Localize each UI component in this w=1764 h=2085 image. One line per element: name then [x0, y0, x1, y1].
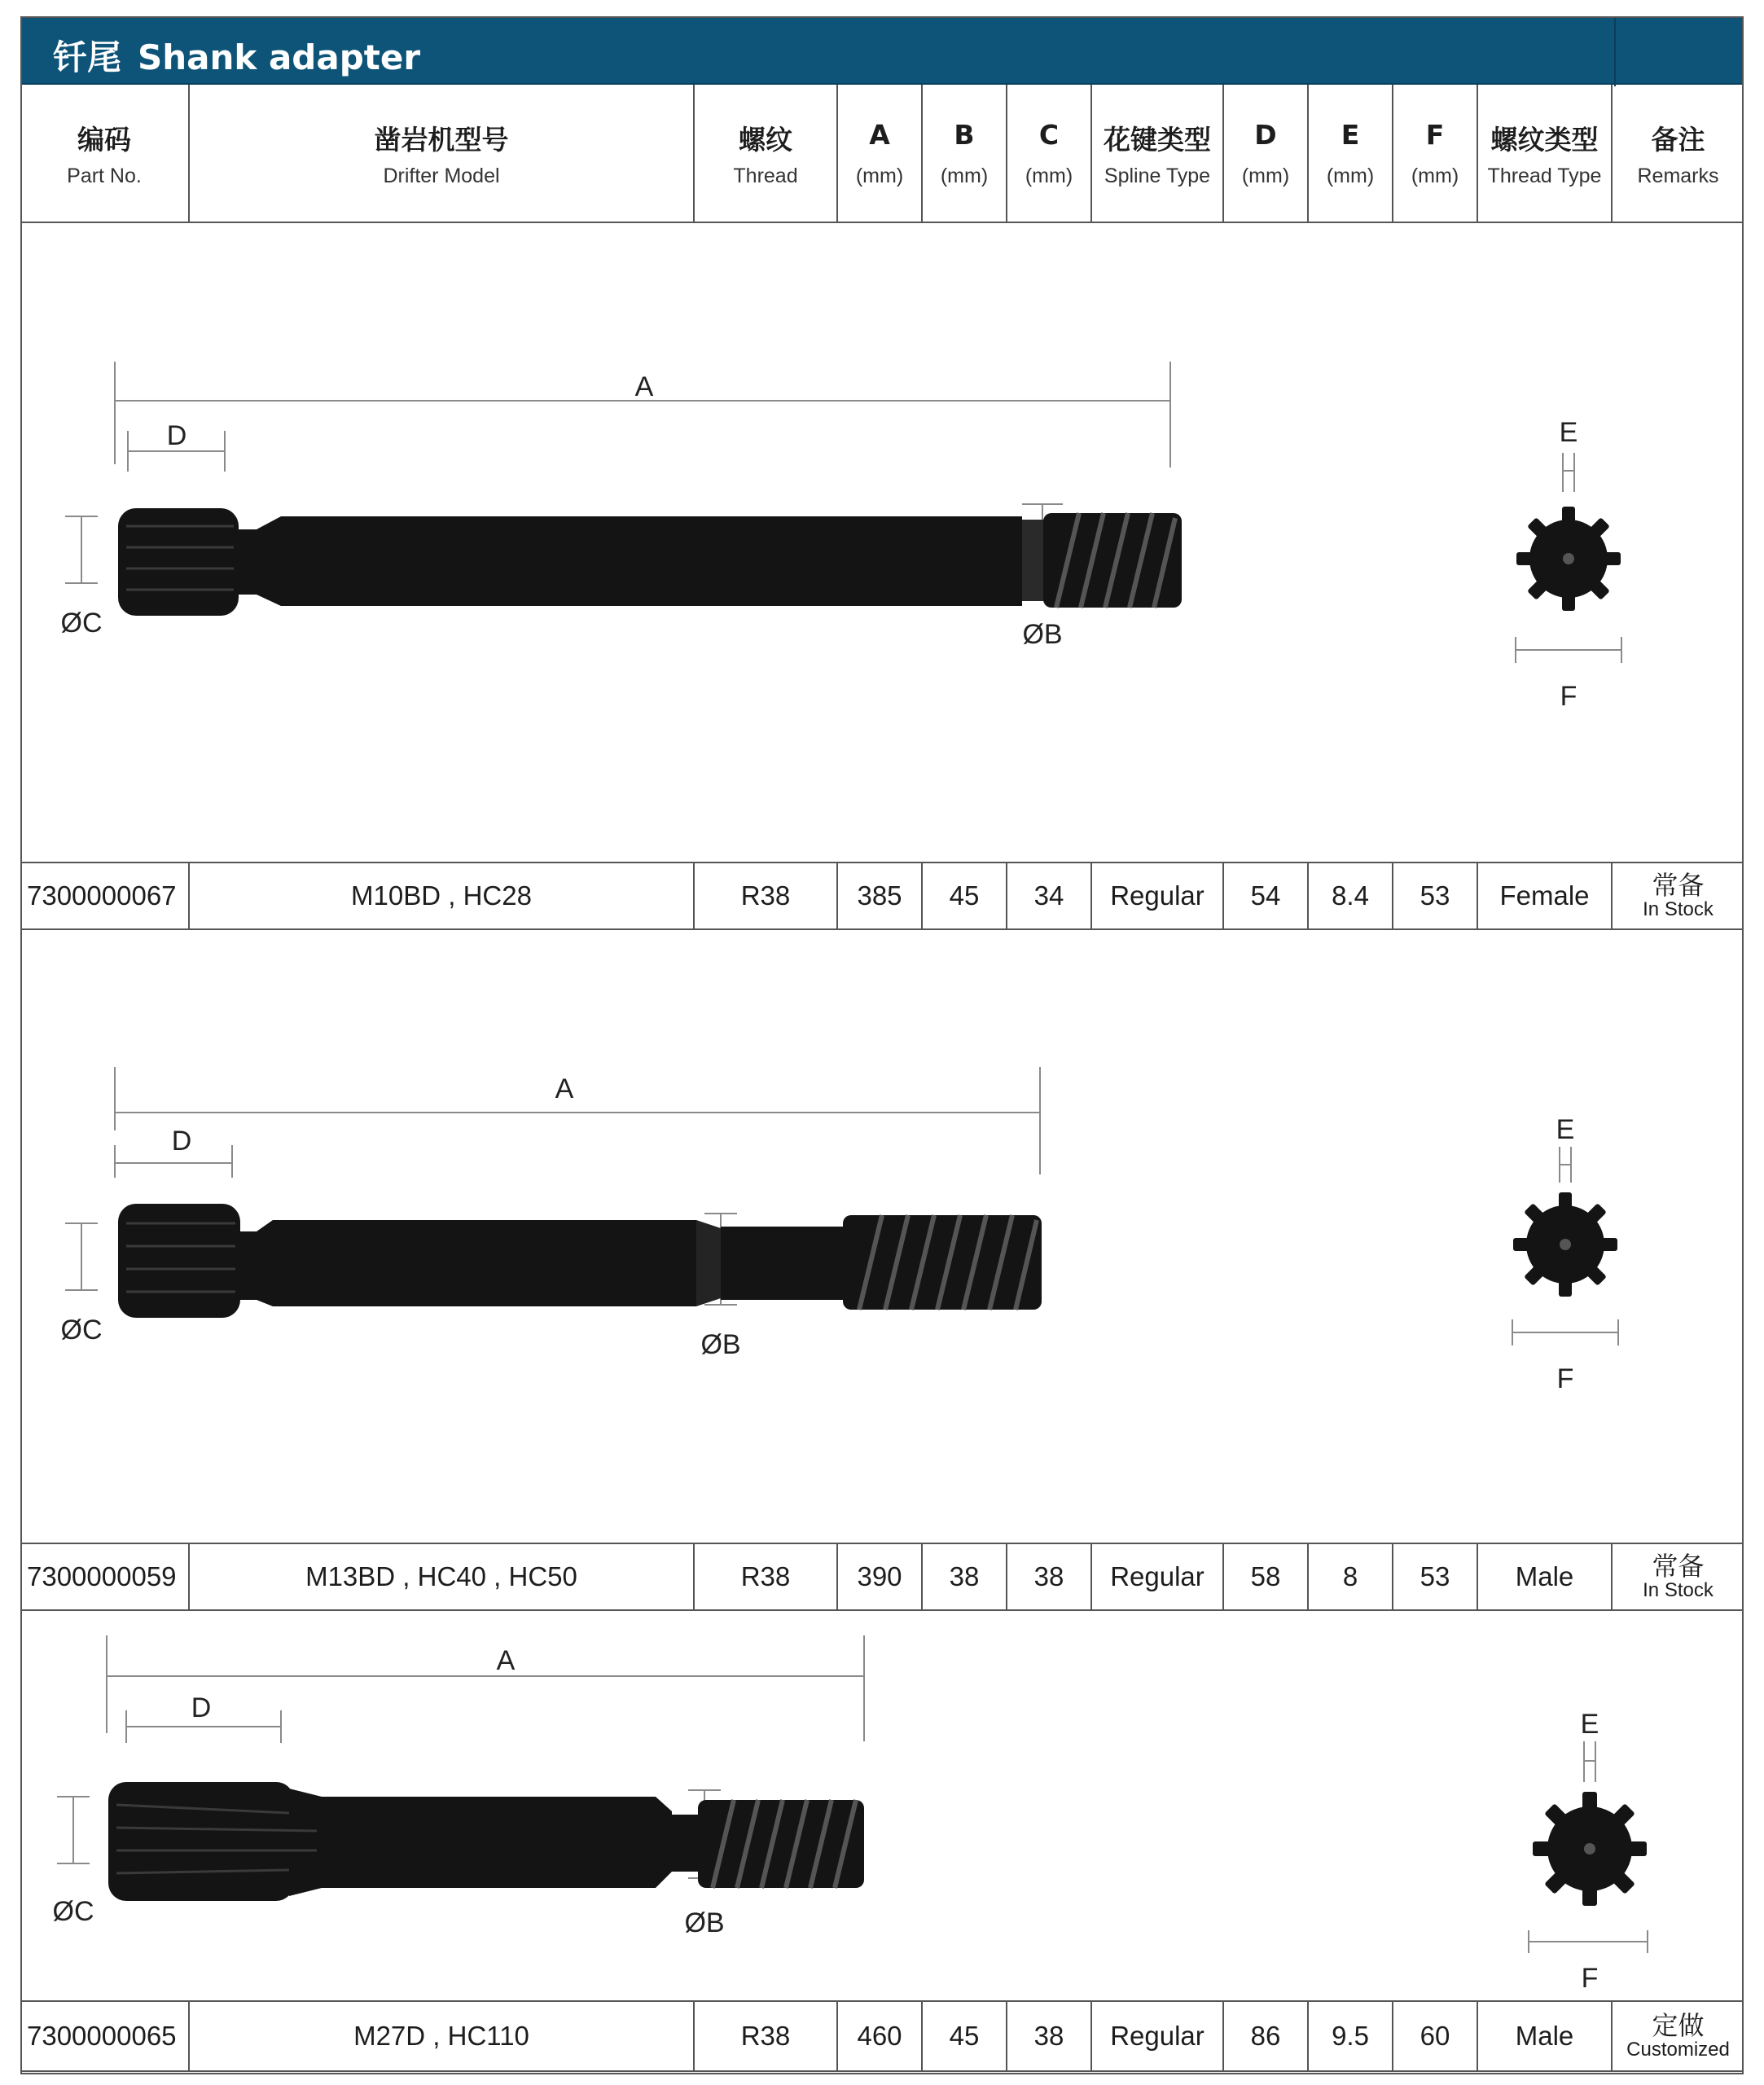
- table-row: [20, 1543, 1744, 1611]
- header-thread-type: [1478, 85, 1613, 223]
- dim-label-c: ØC: [52, 1896, 94, 1927]
- thread-type-cell: Male: [1478, 2002, 1613, 2070]
- thread-type-cell: Male: [1478, 1544, 1613, 1609]
- remarks-cell: [1613, 1544, 1744, 1609]
- header-label-zh: C: [1038, 119, 1060, 151]
- spline-type-cell: Regular: [1092, 1544, 1224, 1609]
- header-f: [1393, 85, 1478, 223]
- header-label-zh: A: [869, 119, 890, 151]
- f-cell: 53: [1393, 863, 1478, 928]
- c-cell: 38: [1007, 2002, 1092, 2070]
- header-label-en: (mm): [855, 165, 904, 187]
- f-cell: 53: [1393, 1544, 1478, 1609]
- header-label-en: (mm): [1326, 165, 1375, 187]
- dim-label-d: D: [191, 1692, 212, 1723]
- drifter-model-cell: M10BD , HC28: [190, 863, 695, 928]
- header-label-en: (mm): [1025, 165, 1073, 187]
- shank-adapter-drawing: [20, 1611, 1744, 2002]
- dim-label-b: ØB: [684, 1907, 725, 1938]
- header-label-en: Spline Type: [1104, 165, 1211, 187]
- a-cell: 385: [838, 863, 923, 928]
- spec-sheet: [20, 16, 1744, 2074]
- header-label-en: Part No.: [67, 165, 142, 187]
- e-cell: 8.4: [1309, 863, 1393, 928]
- part-no-cell: 7300000067: [20, 863, 190, 928]
- remark-en: In Stock: [1643, 1579, 1714, 1602]
- header-remarks: [1613, 85, 1744, 223]
- shank-adapter-drawing: [20, 223, 1744, 863]
- product-drawing-2: [20, 930, 1744, 1562]
- remark-en: Customized: [1626, 2039, 1730, 2061]
- remark-en: In Stock: [1643, 898, 1714, 921]
- header-e: [1309, 85, 1393, 223]
- header-d: [1224, 85, 1309, 223]
- table-row: [20, 862, 1744, 930]
- thread-cell: R38: [695, 2002, 838, 2070]
- spline-type-cell: Regular: [1092, 2002, 1224, 2070]
- dim-label-f: F: [1560, 681, 1578, 712]
- header-label-zh: 花键类型: [1104, 124, 1211, 156]
- header-label-zh: 备注: [1651, 124, 1705, 156]
- header-c: [1007, 85, 1092, 223]
- b-cell: 45: [923, 2002, 1007, 2070]
- header-label-en: (mm): [1411, 165, 1459, 187]
- title-bar: [20, 16, 1744, 85]
- title-zh: 钎尾: [53, 37, 122, 77]
- header-label-en: Remarks: [1637, 165, 1719, 187]
- dim-label-b: ØB: [700, 1329, 741, 1360]
- a-cell: 460: [838, 2002, 923, 2070]
- header-b: [923, 85, 1007, 223]
- header-label-en: (mm): [1241, 165, 1290, 187]
- header-label-zh: F: [1425, 119, 1445, 151]
- thread-cell: R38: [695, 863, 838, 928]
- page-title: [53, 31, 420, 80]
- header-label-zh: 螺纹: [739, 124, 792, 156]
- b-cell: 38: [923, 1544, 1007, 1609]
- e-cell: 8: [1309, 1544, 1393, 1609]
- b-cell: 45: [923, 863, 1007, 928]
- header-label-zh: D: [1254, 119, 1277, 151]
- d-cell: 54: [1224, 863, 1309, 928]
- dim-label-d: D: [171, 1126, 192, 1157]
- dim-label-a: A: [555, 1073, 574, 1104]
- spline-type-cell: Regular: [1092, 863, 1224, 928]
- drifter-model-cell: M27D , HC110: [190, 2002, 695, 2070]
- product-drawing-3: [20, 1611, 1744, 2002]
- header-label-en: (mm): [940, 165, 989, 187]
- remark-zh: 常备: [1652, 870, 1705, 900]
- thread-cell: R38: [695, 1544, 838, 1609]
- shank-adapter-drawing: [20, 930, 1744, 1562]
- header-label-en: Drifter Model: [383, 165, 500, 187]
- thread-type-cell: Female: [1478, 863, 1613, 928]
- header-label-zh: B: [954, 119, 975, 151]
- header-spline-type: [1092, 85, 1224, 223]
- header-label-zh: E: [1341, 119, 1360, 151]
- part-no-cell: 7300000065: [20, 2002, 190, 2070]
- d-cell: 86: [1224, 2002, 1309, 2070]
- dim-label-c: ØC: [60, 1315, 103, 1345]
- f-cell: 60: [1393, 2002, 1478, 2070]
- header-part-no: [20, 85, 190, 223]
- dim-label-a: A: [496, 1645, 516, 1676]
- e-cell: 9.5: [1309, 2002, 1393, 2070]
- remark-zh: 常备: [1652, 1551, 1705, 1581]
- header-thread: [695, 85, 838, 223]
- title-en: Shank adapter: [138, 37, 421, 77]
- c-cell: 38: [1007, 1544, 1092, 1609]
- dim-label-c: ØC: [60, 608, 103, 639]
- header-label-zh: 螺纹类型: [1490, 124, 1599, 156]
- header-label-zh: 编码: [77, 124, 131, 156]
- dim-label-e: E: [1559, 417, 1578, 448]
- header-label-en: Thread: [733, 165, 798, 187]
- a-cell: 390: [838, 1544, 923, 1609]
- drifter-model-cell: M13BD , HC40 , HC50: [190, 1544, 695, 1609]
- part-no-cell: 7300000059: [20, 1544, 190, 1609]
- dim-label-e: E: [1580, 1709, 1599, 1740]
- c-cell: 34: [1007, 863, 1092, 928]
- dim-label-a: A: [634, 371, 654, 402]
- dim-label-f: F: [1581, 1963, 1599, 1994]
- d-cell: 58: [1224, 1544, 1309, 1609]
- title-divider: [1614, 18, 1616, 86]
- header-drifter-model: [190, 85, 695, 223]
- dim-label-d: D: [166, 420, 187, 451]
- dim-label-b: ØB: [1022, 619, 1063, 650]
- product-drawing-1: [20, 223, 1744, 863]
- header-label-en: Thread Type: [1487, 165, 1602, 187]
- table-row: [20, 2000, 1744, 2072]
- remarks-cell: [1613, 863, 1744, 928]
- remark-zh: 定做: [1652, 2010, 1705, 2040]
- header-a: [838, 85, 923, 223]
- dim-label-e: E: [1556, 1114, 1575, 1145]
- header-label-zh: 凿岩机型号: [374, 124, 509, 156]
- remarks-cell: [1613, 2002, 1744, 2070]
- dim-label-f: F: [1556, 1363, 1574, 1394]
